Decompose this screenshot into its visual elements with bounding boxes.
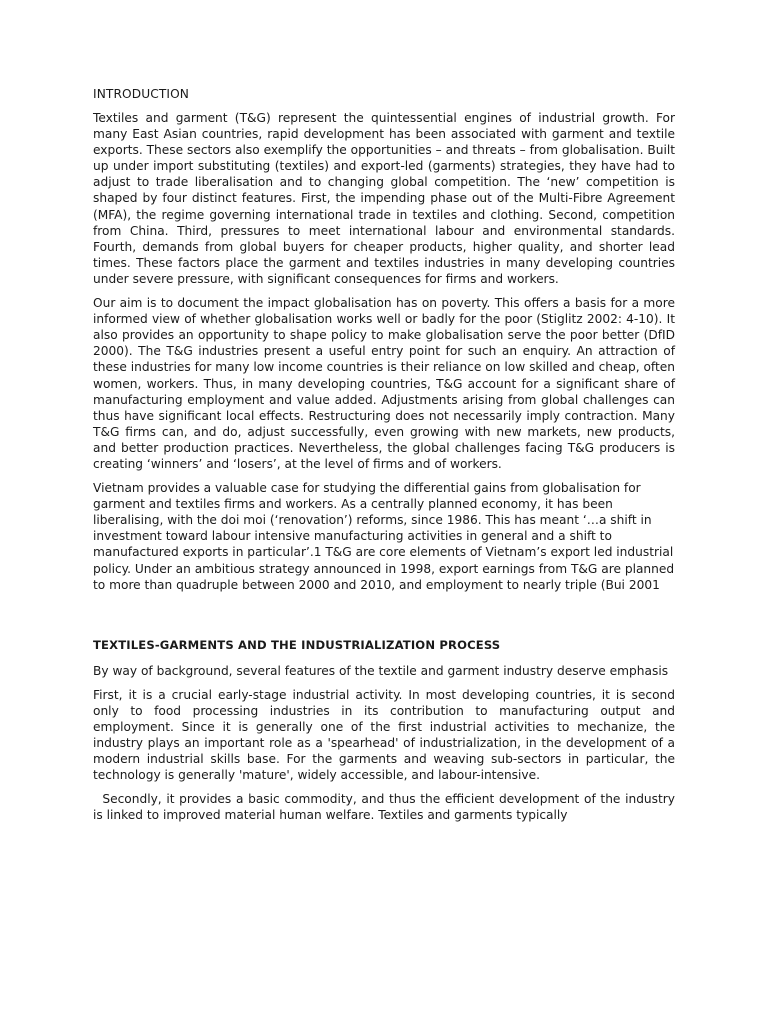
section-paragraph-1: By way of background, several features of the textile and garment industry deserve emphasis bbox=[93, 663, 669, 678]
section-paragraph-2: First, it is a crucial early-stage industrial activity. In most developing countries, it is second only to food processing industries in its contribution to manufacturing output and employment. Since it is generally one of the first industrial activities to mechanize, the industry plays an important role as a 'spearhead' of industrialization, in the development of a modern industrial skills base. For the garments and weaving sub-sectors in particular, the technology is generally 'mature', widely accessible, and labour-intensive. bbox=[93, 687, 675, 783]
intro-heading: INTRODUCTION bbox=[93, 87, 189, 101]
intro-paragraph-2: Our aim is to document the impact globalisation has on poverty. This offers a basis for a more informed view of whether globalisation works well or badly for the poor (Stiglitz 2002: 4-10). It also provides an opportunity to shape policy to make globalisation serve the poor better (DfID 2000). The T&G industries present a useful entry point for such an enquiry. An attraction of these industries for many low income countries is their reliance on low skilled and cheap, often women, workers. Thus, in many developing countries, T&G account for a significant share of manufacturing employment and value added. Adjustments arising from global challenges can thus have significant local effects. Restructuring does not necessarily imply contraction. Many T&G firms can, and do, adjust successfully, even growing with new markets, new products, and better production practices. Nevertheless, the global challenges facing T&G producers is creating ‘winners’ and ‘losers’, at the level of firms and of workers. bbox=[93, 296, 675, 471]
document-page bbox=[93, 86, 675, 832]
paragraph-indent bbox=[93, 792, 102, 806]
intro-paragraph-3: Vietnam provides a valuable case for studying the differential gains from globalisation for garment and textiles firms and workers. As a centrally planned economy, it has been liberalising, with the doi moi (‘renovation’) reforms, since 1986. This has meant ‘…a shift in investment toward labour intensive manufacturing activities in general and a shift to manufactured exports in particular’.1 T&G are core elements of Vietnam’s export led industrial policy. Under an ambitious strategy announced in 1998, export earnings from T&G are planned to more than quadruple between 2000 and 2010, and employment to nearly triple (Bui 2001 bbox=[93, 481, 675, 592]
intro-paragraph-1: Textiles and garment (T&G) represent the quintessential engines of industrial growth. For many East Asian countries, rapid development has been associated with garment and textile exports. These sectors also exemplify the opportunities – and threats – from globalisation. Built up under import substituting (textiles) and export-led (garments) strategies, they have had to adjust to trade liberalisation and to changing global competition. The ‘new’ competition is shaped by four distinct features. First, the impending phase out of the Multi-Fibre Agreement (MFA), the regime governing international trade in textiles and clothing. Second, competition from China. Third, pressures to meet international labour and environmental standards. Fourth, demands from global buyers for cheaper products, higher quality, and shorter lead times. These factors place the garment and textiles industries in many developing countries under severe pressure, with significant consequences for firms and workers. bbox=[93, 111, 675, 286]
section-paragraph-3-text: Secondly, it provides a basic commodity, and thus the efficient development of the industry is linked to improved material human welfare. Textiles and garments typically bbox=[93, 792, 676, 823]
section-paragraph-3 bbox=[93, 791, 675, 823]
section-heading: TEXTILES-GARMENTS AND THE INDUSTRIALIZATION PROCESS bbox=[93, 637, 501, 652]
